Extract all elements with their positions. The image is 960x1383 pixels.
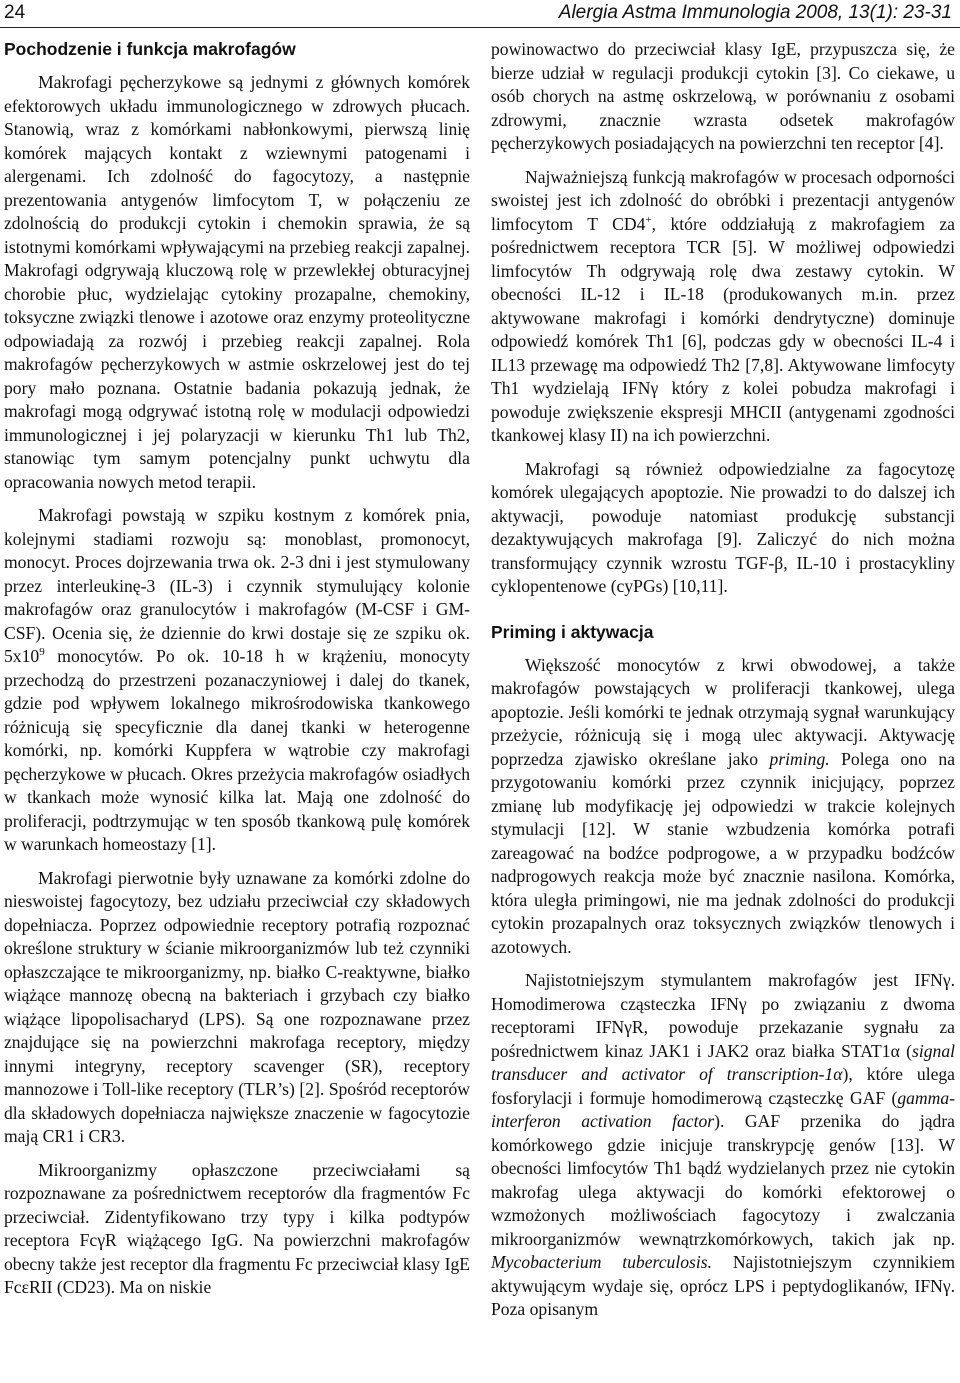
paragraph	[491, 969, 955, 1322]
paragraph: Makrofagi pierwotnie były uznawane za komórki zdolne do nieswoistej fagocytozy, bez udziału przeciwciał czy składowych dopełniacza. Poprzez odpowiednie receptory potrafią rozpoznać określone struktury w ścianie mikroorganizmów lub też czynniki opłaszczające te mikroorganizmy, np. białko C-reaktywne, białko wiążące mannozę obecną na bakteriach i grzybach czy białko wiążące lipopolisacharyd (LPS). Są one rozpoznawane przez znajdujące się na powierzchni makrofaga receptory, między innymi integryny, receptory scavenger (SR), receptory mannozowe i Toll-like receptory (TLR’s) [2]. Spośród receptorów dla składowych dopełniacza największe znaczenie w fagocytozie mają CR1 i CR3.	[4, 867, 470, 1146]
text-run: Makrofagi powstają w szpiku kostnym z komórek pnia, kolejnymi stadiami rozwoju są: monoblast, promonocyt, monocyt. Proces dojrzewania trwa ok. 2-3 dni i jest stymulowany przez interleukinę-3 (IL-3) i czynnik stymulujący kolonie makrofagów oraz granulocytów i makrofagów (M-CSF i GM-CSF). Ocenia się, że dziennie do krwi dostaje się ze szpiku ok. 5x10	[4, 505, 470, 666]
paragraph: Mikroorganizmy opłaszczone przeciwciałami są rozpoznawane za pośrednictwem receptorów dla fragmentów Fc przeciwciał. Zidentyfikowano trzy typy i kilka podtypów receptora FcγR wiążącego IgG. Na powierzchni makrofagów obecny także jest receptor dla fragmentu Fc przeciwciał klasy IgE FcεRII (CD23). Ma on niskie	[4, 1159, 470, 1297]
page-number: 24	[4, 2, 26, 23]
italic-term: signal transducer and activator of transcription-1α	[491, 1040, 955, 1084]
journal-citation: Alergia Astma Immunologia 2008, 13(1): 23-31	[558, 2, 952, 23]
superscript: 9	[39, 646, 45, 659]
text-run: , które oddziałują z makrofagiem za pośrednictwem receptora TCR [5]. W możliwej odpowiedzi limfocytów Th odgrywają rolę dwa zestawy cytokin. W obecności IL-12 i IL-18 (produkowanych m.in. przez aktywowane makrofagi i komórki dendrytyczne) dominuje odpowiedź komórek Th1 [6], podczas gdy w obecności IL-4 i IL13 przewagę ma odpowiedź Th2 [7,8]. Aktywowane limfocyty Th1 wydzielają IFNγ który z kolei pobudza makrofagi i powoduje zwiększenie ekspresji MHCII (antygenami zgodności tkankowej klasy II) na ich powierzchni.	[491, 213, 955, 445]
text-run: ), które ulega fosforylacji i formuje homodimerową cząsteczkę GAF (	[491, 1064, 955, 1108]
paragraph	[491, 166, 955, 448]
paragraph-continued: powinowactwo do przeciwciał klasy IgE, przypuszcza się, że bierze udział w regulacji produkcji cytokin [3]. Co ciekawe, u osób chorych na astmę oskrzelową, w porównaniu z osobami zdrowymi, znacznie wzrasta odsetek makrofagów pęcherzykowych posiadających na powierzchni ten receptor [4].	[491, 39, 955, 153]
text-run: monocytów. Po ok. 10-18 h w krążeniu, monocyty przechodzą do przestrzeni pozanaczyniowej i dalej do tkanek, gdzie pod wpływem lokalnego mikrośrodowiska tkankowego różnicują się specyficznie dla danej tkanki w heterogenne komórki, np. komórki Kuppfera w wątrobie czy makrofagi pęcherzykowe w płucach. Okres przeżycia makrofagów osiadłych w tkankach może wynosić kilka lat. Mają one zdolność do proliferacji, podtrzymując w ten sposób tkankową pulę komórek w warunkach homeostazy [1].	[4, 646, 470, 854]
italic-term: gamma-interferon activation factor	[491, 1087, 955, 1131]
header-rule	[0, 27, 960, 28]
text-run: ). GAF przenika do jądra komórkowego gdzie inicjuje transkrypcję genów [13]. W obecności limfocytów Th1 bądź wydzielanych przez nie cytokin makrofag ulega aktywacji do komórki efektorowej o wzmożonych możliwościach fagocytozy i zwalczania mikroorganizmów wewnątrzkomórkowych, takich jak np.	[491, 1111, 955, 1249]
paragraph	[4, 504, 470, 857]
page-header	[0, 0, 960, 34]
text-run: Najważniejszą funkcją makrofagów w procesach odporności swoistej jest ich zdolność do obróbki i prezentacji antygenów limfocytom T CD4	[491, 166, 955, 234]
text-run: Najistotniejszym stymulantem makrofagów jest IFNγ. Homodimerowa cząsteczka IFNγ po związaniu z dwoma receptorami IFNγR, powoduje przekazanie sygnału za pośrednictwem kinaz JAK1 i JAK2 oraz białka STAT1α (	[491, 970, 955, 1061]
left-column	[4, 38, 470, 1310]
right-column	[491, 38, 955, 1332]
section-heading-priming: Priming i aktywacja	[491, 621, 654, 642]
paragraph: Makrofagi są również odpowiedzialne za fagocytozę komórek ulegających apoptozie. Nie prowadzi to do dalszej ich aktywacji, powoduje natomiast produkcję substancji dezaktywujących makrofaga [9]. Zaliczyć do nich można transformujący czynnik wzrostu TGF-β, IL-10 i prostacykliny cyklopentenowe (cyPGs) [10,11].	[491, 458, 955, 596]
paragraph	[491, 654, 955, 960]
paragraph: Makrofagi pęcherzykowe są jednymi z głównych komórek efektorowych układu immunologicznego w zdrowych płucach. Stanowią, wraz z komórkami nabłonkowymi, pierwszą linię komórek mających kontakt z wziewnymi patogenami i alergenami. Ich zdolność do fagocytozy, a następnie prezentowania antygenów limfocytom T, w połączeniu ze zdolnością do produkcji cytokin i chemokin sprawia, że są istotnymi komórkami wpływającymi na przebieg reakcji zapalnej. Makrofagi odgrywają kluczową rolę w przewlekłej obturacyjnej chorobie płuc, wydzielając cytokiny prozapalne, chemokiny, toksyczne związki tlenowe i azotowe oraz enzymy proteolityczne odpowiadają za rozwój i przebieg reakcji zapalnej. Rola makrofagów pęcherzykowych w astmie oskrzelowej jest do tej pory mało poznana. Ostatnie badania pokazują jednak, że makrofagi mogą odgrywać istotną rolę w modulacji odpowiedzi immunologicznej i jej polaryzacji w kierunku Th1 lub Th2, stanowiąc tym samym potencjalny punkt uchwytu dla opracowania nowych metod terapii.	[4, 72, 470, 492]
italic-term: priming.	[769, 748, 830, 769]
text-run: Najistotniejszym czynnikiem aktywującym wydaje się, oprócz LPS i peptydoglikanów, IFNγ. Poza opisanym	[491, 1252, 956, 1319]
text-run: Polega ono na przygotowaniu komórki przez czynnik inicjujący, poprzez zmianę lub modyfikację jej odpowiedzi w trakcie kolejnych stymulacji [12]. W stanie wzbudzenia komórka potrafi zareagować na bodźce podprogowe, a w przypadku bodźców nadprogowych reakcja może być znacznie nasilona. Komórka, która uległa primingowi, nie ma jednak zdolności do produkcji cytokin prozapalnych oraz toksycznych związków tlenowych i azotowych.	[491, 748, 956, 957]
superscript: +	[645, 213, 652, 226]
section-heading-origin: Pochodzenie i funkcja makrofagów	[4, 39, 296, 59]
italic-term: Mycobacterium tuberculosis.	[491, 1252, 713, 1272]
text-run: Większość monocytów z krwi obwodowej, a także makrofagów powstających w proliferacji tkankowej, ulega apoptozie. Jeśli komórki te jednak otrzymają sygnał warunkujący przeżycie, różnicują się i mogą ulec aktywacji. Aktywację poprzedza zjawisko określane jako	[491, 654, 955, 769]
